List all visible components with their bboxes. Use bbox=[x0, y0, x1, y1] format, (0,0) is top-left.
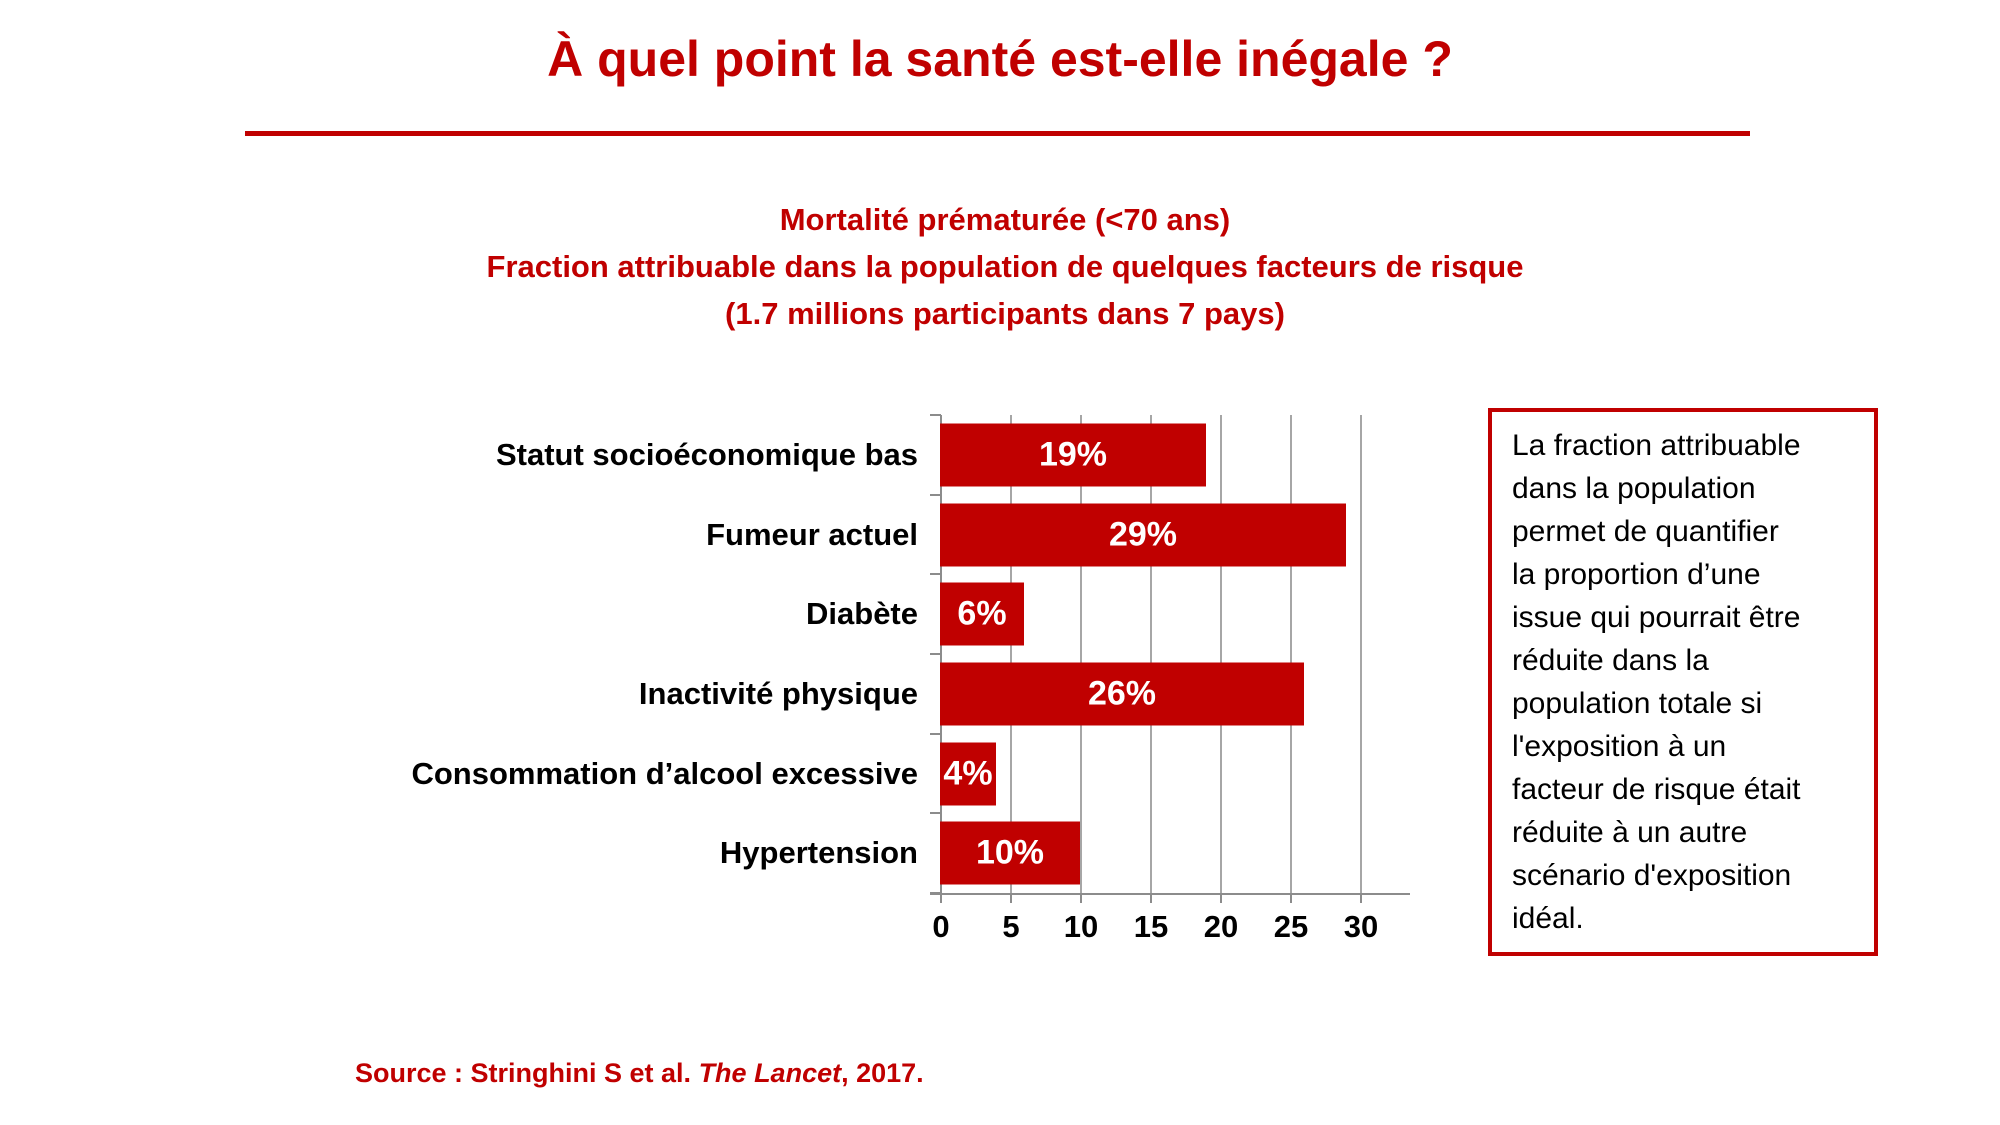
bar-value-label: 19% bbox=[1038, 435, 1108, 474]
annotation-box bbox=[1488, 408, 1878, 956]
x-axis-tick bbox=[1150, 893, 1152, 903]
source-suffix: , 2017. bbox=[841, 1058, 924, 1088]
x-axis-tick bbox=[1360, 893, 1362, 903]
text-line: Mortalité prématurée (<70 ans) bbox=[779, 202, 1231, 237]
bar bbox=[940, 662, 1304, 725]
x-axis-tick-label: 5 bbox=[1002, 909, 1020, 944]
chart-row bbox=[300, 415, 1410, 495]
text-line: dans la population bbox=[1512, 472, 1756, 505]
bar-value-label: 4% bbox=[943, 754, 993, 793]
x-axis-tick bbox=[1010, 893, 1012, 903]
x-axis-tick-label: 15 bbox=[1133, 909, 1169, 944]
title-underline bbox=[245, 131, 1750, 136]
bar bbox=[940, 742, 996, 805]
chart-row bbox=[300, 654, 1410, 734]
x-axis-tick-label: 25 bbox=[1273, 909, 1309, 944]
text-line: idéal. bbox=[1512, 902, 1584, 935]
bar-track bbox=[940, 495, 1410, 575]
bar-track bbox=[940, 734, 1410, 814]
text-line: population totale si bbox=[1512, 687, 1763, 720]
x-axis-line bbox=[930, 893, 1410, 895]
text-line: la proportion d’une bbox=[1512, 558, 1761, 591]
source-citation bbox=[355, 1058, 924, 1089]
x-axis-tick bbox=[1080, 893, 1082, 903]
x-axis-tick-label: 30 bbox=[1343, 909, 1379, 944]
bar-track bbox=[940, 654, 1410, 734]
text-line: (1.7 millions participants dans 7 pays) bbox=[725, 296, 1285, 331]
chart-row bbox=[300, 734, 1410, 814]
bar-track bbox=[940, 574, 1410, 654]
text-line: réduite dans la bbox=[1512, 644, 1709, 677]
chart-rows bbox=[300, 415, 1410, 893]
category-label: Statut socioéconomique bas bbox=[495, 436, 918, 472]
text-line: l'exposition à un bbox=[1512, 730, 1727, 763]
bar-value-label: 29% bbox=[1108, 515, 1178, 553]
category-label: Inactivité physique bbox=[638, 675, 918, 711]
text-line: réduite à un autre bbox=[1512, 816, 1748, 849]
bar-value-label: 10% bbox=[975, 833, 1045, 872]
source-prefix: Source : Stringhini S et al. bbox=[355, 1058, 699, 1088]
text-line: La fraction attribuable bbox=[1512, 429, 1801, 462]
x-axis-tick-label: 10 bbox=[1063, 909, 1099, 944]
bar-chart bbox=[300, 415, 1410, 944]
text-line: issue qui pourrait être bbox=[1512, 601, 1801, 634]
source-journal: The Lancet bbox=[698, 1058, 842, 1088]
bar-track bbox=[940, 813, 1410, 893]
page-title: À quel point la santé est-elle inégale ? bbox=[547, 31, 1453, 87]
category-label: Diabète bbox=[806, 596, 918, 632]
chart-row bbox=[300, 813, 1410, 893]
bar-value-label: 26% bbox=[1087, 674, 1157, 713]
bar bbox=[940, 583, 1024, 646]
category-label: Fumeur actuel bbox=[706, 516, 918, 552]
x-axis-tick-label: 0 bbox=[932, 909, 950, 944]
chart-row bbox=[300, 495, 1410, 575]
bar bbox=[940, 503, 1346, 566]
bar bbox=[940, 423, 1206, 486]
x-axis-tick-label: 20 bbox=[1203, 909, 1239, 944]
text-line: Fraction attribuable dans la population de quelques facteurs de risque bbox=[486, 249, 1524, 284]
text-line: scénario d'exposition bbox=[1512, 859, 1792, 892]
chart-row bbox=[300, 574, 1410, 654]
x-axis-tick bbox=[1220, 893, 1222, 903]
x-axis-tick bbox=[1290, 893, 1292, 903]
chart-title bbox=[300, 196, 1710, 337]
text-line: facteur de risque était bbox=[1512, 773, 1801, 806]
bar bbox=[940, 822, 1080, 885]
text-line: permet de quantifier bbox=[1512, 515, 1779, 548]
bar-value-label: 6% bbox=[957, 594, 1007, 633]
category-label: Hypertension bbox=[719, 835, 918, 871]
bar-track bbox=[940, 415, 1410, 495]
category-label: Consommation d’alcool excessive bbox=[411, 755, 918, 791]
x-axis-tick bbox=[940, 893, 942, 903]
